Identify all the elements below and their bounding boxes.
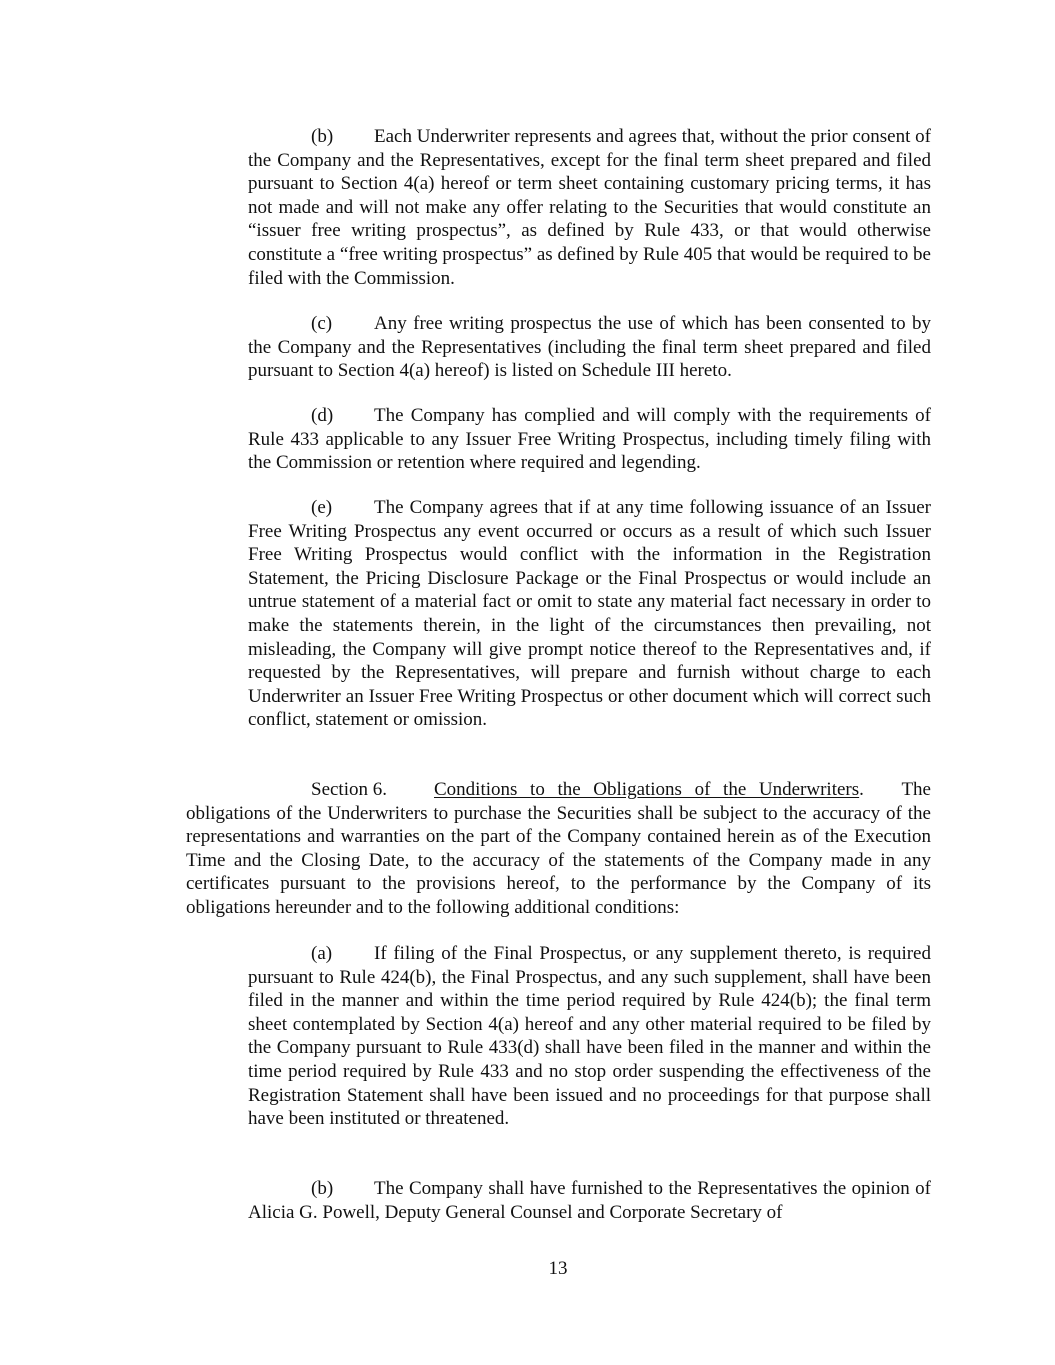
paragraph-label: (b): [311, 126, 334, 147]
paragraph-d-rule-433-compliance: [248, 404, 931, 475]
paragraph-b-free-writing-consent: [248, 125, 931, 290]
section-text: The obligations of the Underwriters to purchase the Securities shall be subject to the accuracy of the representations and warranties on the part of the Company contained herein as of the Execution Time and the Closing Date, to the accuracy of the statements of the Company made in any certificates pursuant to the provisions hereof, to the performance by the Company of its obligations hereunder and to the following additional conditions:: [186, 779, 931, 918]
paragraph-a-filing-conditions: [248, 942, 931, 1131]
section-label: Section 6.: [311, 779, 387, 800]
paragraph-label: (e): [311, 497, 333, 518]
paragraph-text: Any free writing prospectus the use of which has been consented to by the Company and the Representatives (including the final term sheet prepared and filed pursuant to Section 4(a) hereof) is listed on Schedule III hereto.: [248, 313, 931, 382]
paragraph-text: Each Underwriter represents and agrees that, without the prior consent of the Company and the Representatives, except for the final term sheet prepared and filed pursuant to Section 4(a) hereof or term sheet containing customary pricing terms, it has not made and will not make any offer relating to the Securities that would constitute an “issuer free writing prospectus”, as defined by Rule 433, or that would otherwise constitute a “free writing prospectus” as defined by Rule 405 that would be required to be filed with the Commission.: [248, 126, 931, 289]
paragraph-text: The Company shall have furnished to the Representatives the opinion of Alicia G. Powell, Deputy General Counsel and Corporate Secretary of: [248, 1178, 931, 1223]
paragraph-label: (c): [311, 313, 333, 334]
page-number: 13: [548, 1258, 568, 1279]
section-6-paragraph: [186, 778, 931, 920]
paragraph-text: The Company agrees that if at any time following issuance of an Issuer Free Writing Prospectus any event occurred or occurs as a result of which such Issuer Free Writing Prospectus would conflict with the information in the Registration Statement, the Pricing Disclosure Package or the Final Prospectus or would include an untrue statement of a material fact or omit to state any material fact necessary in order to make the statements therein, in the light of the circumstances then prevailing, not misleading, the Company will give prompt notice thereof to the Representatives and, if requested by the Representatives, will prepare and furnish without charge to each Underwriter an Issuer Free Writing Prospectus or other document which will correct such conflict, statement or omission.: [248, 497, 931, 731]
paragraph-c-schedule-iii: [248, 312, 931, 383]
paragraph-text: The Company has complied and will comply with the requirements of Rule 433 applicable to any Issuer Free Writing Prospectus, including timely filing with the Commission or retention where required and legending.: [248, 405, 931, 474]
paragraph-e-conflict-notice: [248, 496, 931, 732]
section-heading: Conditions to the Obligations of the Underwriters: [434, 779, 860, 800]
paragraph-label: (d): [311, 405, 334, 426]
section-heading-end: .: [859, 779, 864, 800]
paragraph-b-opinion-counsel: [248, 1177, 931, 1224]
paragraph-label: (b): [311, 1178, 334, 1199]
paragraph-text: If filing of the Final Prospectus, or any supplement thereto, is required pursuant to Rule 424(b), the Final Prospectus, and any such supplement, shall have been filed in the manner and within the time period required by Rule 424(b); the final term sheet contemplated by Section 4(a) hereof and any other material required to be filed by the Company pursuant to Rule 433(d) shall have been filed in the manner and within the time period required by Rule 433 and no stop order suspending the effectiveness of the Registration Statement shall have been issued and no proceedings for that purpose shall have been instituted or threatened.: [248, 943, 931, 1130]
paragraph-label: (a): [311, 943, 333, 964]
